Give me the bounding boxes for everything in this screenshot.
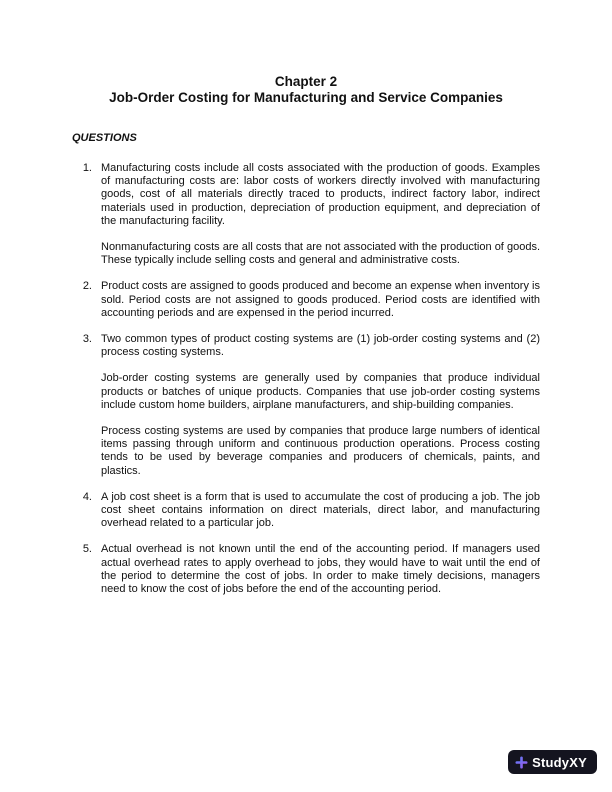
chapter-title: Chapter 2 [274,74,338,89]
question-body [101,543,540,596]
question-list [76,162,540,596]
question-paragraph: Two common types of product costing systems are (1) job-order costing systems and (2) process costing systems. [101,333,540,359]
question-number: 5. [82,543,92,556]
question-paragraph: A job cost sheet is a form that is used to accumulate the cost of producing a job. The job cost sheet contains information on direct materials, direct labor, and manufacturing overhead related to a particular job. [101,490,540,530]
question-paragraph: Product costs are assigned to goods produced and become an expense when inventory is sold. Period costs are not assigned to goods produced. Period costs are identified with accounting periods and are expensed in the period incurred. [101,280,540,319]
question-paragraph: Manufacturing costs include all costs associated with the production of goods. Examples of manufacturing costs are: labor costs of workers directly involved with manufacturing goods, cost of all materials directly traced to products, indirect factory labor, indirect materials used in production, depreciation of production equipment, and depreciation of the manufacturing facility. [101,162,540,227]
question-body [101,491,540,531]
question-item [76,333,540,478]
question-paragraph: Job-order costing systems are generally used by companies that produce individual products or batches of unique products. Companies that use job-order costing systems include custom home builders, airplane manufacturers, and ship-building companies. [101,372,540,411]
studyxy-logo [508,750,597,774]
question-number: 1. [82,162,92,174]
question-item [76,162,540,267]
question-body [101,162,540,267]
logo-text-study: Study [532,754,570,770]
question-number: 3. [82,333,92,346]
title-block [0,74,612,106]
question-number: 4. [82,490,92,503]
question-paragraph: Process costing systems are used by companies that produce large numbers of identical items passing through uniform and continuous production operations. Process costing tends to be used by beverage companies and producers of chemicals, paints, and plastics. [101,425,540,477]
question-paragraph: Nonmanufacturing costs are all costs that are not associated with the production of goods. These typically include selling costs and general and administrative costs. [101,241,540,267]
logo-text-xy: XY [569,754,587,770]
question-item [76,491,540,531]
question-body [101,280,540,320]
logo-text [532,755,587,770]
questions-heading: QUESTIONS [72,132,137,144]
question-item [76,543,540,596]
chapter-subtitle: Job-Order Costing for Manufacturing and Service Companies [109,90,503,105]
question-number: 2. [82,280,92,293]
question-paragraph: Actual overhead is not known until the end of the accounting period. If managers used actual overhead rates to apply overhead to jobs, they would have to wait until the end of the period to determine the cost of jobs. In order to make timely decisions, managers need to know the cost of jobs before the end of the accounting period. [101,543,540,596]
question-item [76,280,540,320]
question-body [101,333,540,478]
plus-icon [515,756,528,769]
